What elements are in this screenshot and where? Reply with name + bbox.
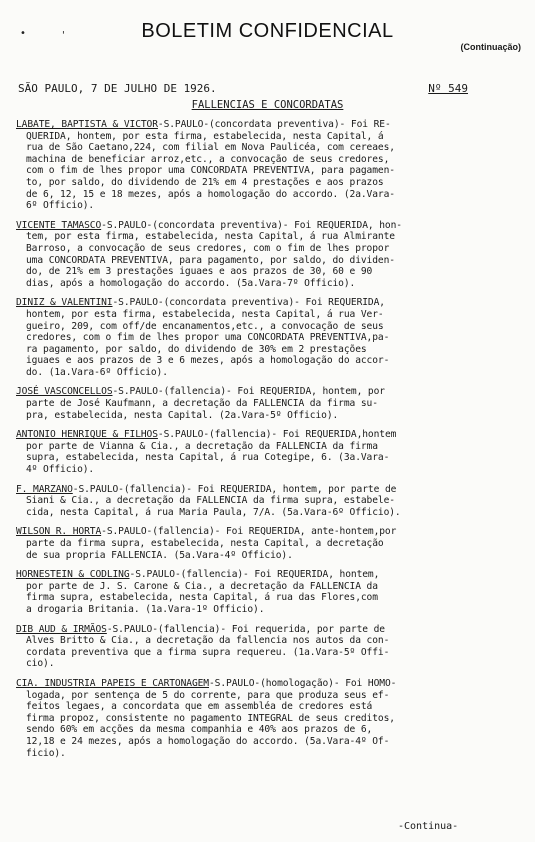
continues-label: -Continua- bbox=[398, 821, 459, 832]
entry-line: dias, após a homologação do accordo. (5a.Vara-7º Officio). bbox=[26, 277, 356, 289]
firm-name: JOSÉ VASCONCELLOS bbox=[16, 386, 113, 398]
entries-list bbox=[16, 119, 528, 767]
entry-line: Siani & Cia., a decretação da FALLENCIA da firma supra, estabele- bbox=[26, 495, 395, 507]
entry-line: Barroso, a convocação de seus credores, com o fim de lhes propor bbox=[26, 242, 390, 254]
firm-name: WILSON R. HORTA bbox=[16, 526, 102, 538]
entry-first-line bbox=[16, 678, 528, 690]
entry-line: 4º Officio). bbox=[26, 464, 95, 476]
entry-line: ra pagamento, por saldo, do dividendo de 30% em 2 prestações bbox=[26, 343, 367, 355]
entry-line: cordata preventiva que a firma supra requereu. (1a.Vara-5º Offi- bbox=[26, 646, 390, 658]
entry-line: pra, estabelecida, nesta Capital. (2a.Vara-5º Officio). bbox=[26, 409, 339, 421]
entry-line: firma supra, estabelecida, nesta Capital, á rua das Flores,com bbox=[26, 592, 378, 604]
entry-first-line bbox=[16, 297, 528, 309]
entry-text: -S.PAULO-(fallencia)- Foi requerida, por parte de bbox=[106, 623, 385, 635]
entry-line: por parte de Vianna & Cia., a decretação da FALLENCIA da firma bbox=[26, 440, 378, 452]
firm-name: F. MARZANO bbox=[16, 483, 73, 495]
firm-name: VICENTE TAMASCO bbox=[16, 219, 102, 231]
entry-line: cio). bbox=[26, 658, 55, 670]
entry-first-line bbox=[16, 624, 528, 636]
entry-line: 12,18 e 24 mezes, após a homologação do accordo. (5a.Vara-4º Of- bbox=[26, 735, 390, 747]
ink-dot-mark: ' bbox=[62, 30, 65, 41]
entry-line: hontem, por esta firma, estabelecida, nesta Capital, á rua Ver- bbox=[26, 308, 384, 320]
entry-line: rua de São Caetano,224, com filial em Nova Paulicéa, com cereaes, bbox=[26, 142, 395, 154]
entry-first-line bbox=[16, 386, 528, 398]
entry-line: ficio). bbox=[26, 747, 66, 759]
entry-line: 6º Officio). bbox=[26, 200, 95, 212]
entry-line: cida, nesta Capital, á rua Maria Paula, 7/A. (5a.Vara-6º Officio). bbox=[26, 506, 401, 518]
notice-entry bbox=[16, 429, 528, 475]
entry-line: supra, estabelecida, nesta Capital, á rua Cotegipe, 6. (3a.Vara- bbox=[26, 452, 390, 464]
entry-line: Alves Britto & Cia., a decretação da fallencia nos autos da con- bbox=[26, 635, 390, 647]
section-title: FALLENCIAS E CONCORDATAS bbox=[191, 99, 344, 111]
entry-text: -S.PAULO-(fallencia)- Foi REQUERIDA, hontem, bbox=[129, 569, 380, 581]
notice-entry bbox=[16, 220, 528, 290]
entry-first-line bbox=[16, 220, 528, 232]
entry-line: do, de 21% em 3 prestações iguaes e aos prazos de 30, 60 e 90 bbox=[26, 266, 373, 278]
entry-line: feitos legaes, a concordata que em assembléa de credores está bbox=[26, 701, 373, 713]
firm-name: LABATE, BAPTISTA & VICTOR bbox=[16, 119, 158, 130]
notice-entry bbox=[16, 526, 528, 561]
entry-first-line bbox=[16, 526, 528, 538]
entry-first-line bbox=[16, 569, 528, 581]
entry-line: firma propoz, consistente no pagamento INTEGRAL de seus creditos, bbox=[26, 712, 395, 724]
entry-first-line bbox=[16, 119, 528, 131]
entry-line: parte de José Kaufmann, a decretação da FALLENCIA da firma su- bbox=[26, 398, 378, 410]
notice-entry bbox=[16, 624, 528, 670]
entry-line: a drogaria Britania. (1a.Vara-1º Officio). bbox=[26, 603, 265, 615]
firm-name: DINIZ & VALENTINI bbox=[16, 297, 113, 309]
section-heading bbox=[0, 99, 535, 111]
entry-line: parte da firma supra, estabelecida, nesta Capital, a decretação bbox=[26, 538, 384, 549]
entry-line: iguaes e aos prazos de 3 e 6 mezes, após a homologação do accor- bbox=[26, 355, 390, 367]
notice-entry bbox=[16, 297, 528, 378]
continuation-label: (Continuação) bbox=[460, 42, 521, 52]
notice-entry bbox=[16, 386, 528, 421]
entry-text: -S.PAULO-(fallencia)- Foi REQUERIDA, hontem, por bbox=[112, 386, 385, 398]
notice-entry bbox=[16, 569, 528, 615]
entry-line: logada, por sentença de 5 do corrente, para que produza seus ef- bbox=[26, 689, 390, 701]
firm-name: DIB AUD & IRMÃOS bbox=[16, 623, 107, 635]
entry-text: -S.PAULO-(fallencia)- Foi REQUERIDA, hontem, por parte de bbox=[72, 483, 397, 495]
notice-entry bbox=[16, 678, 528, 759]
firm-name: CIA. INDUSTRIA PAPEIS E CARTONAGEM bbox=[16, 677, 209, 689]
notice-entry bbox=[16, 119, 528, 212]
entry-line: machina de beneficiar arroz,etc., a convocação de seus credores, bbox=[26, 153, 390, 165]
entry-text: -S.PAULO-(concordata preventiva)- Foi RE- bbox=[157, 119, 391, 130]
entry-first-line bbox=[16, 429, 528, 441]
entry-line: de sua propria FALLENCIA. (5a.Vara-4º Officio). bbox=[26, 549, 293, 561]
bulletin-date: SÃO PAULO, 7 DE JULHO DE 1926. bbox=[18, 82, 217, 95]
entry-line: tem, por esta firma, estabelecida, nesta Capital, á rua Almirante bbox=[26, 231, 395, 243]
entry-line: sendo 60% em acções da mesma companhia e 40% aos prazos de 6, bbox=[26, 724, 373, 736]
notice-entry bbox=[16, 484, 528, 519]
date-line bbox=[18, 82, 528, 96]
entry-line: gueiro, 209, com off/de encanamentos,etc., a convocação de seus bbox=[26, 320, 384, 332]
entry-line: de 6, 12, 15 e 18 mezes, após a homologação do accordo. (2a.Vara- bbox=[26, 188, 395, 200]
firm-name: HORNESTEIN & CODLING bbox=[16, 569, 130, 581]
entry-first-line bbox=[16, 484, 528, 496]
entry-line: uma CONCORDATA PREVENTIVA, para pagamento, por saldo, do dividen- bbox=[26, 254, 395, 266]
entry-text: -S.PAULO-(fallencia)- Foi REQUERIDA, ante-hontem,por bbox=[101, 526, 397, 538]
entry-line: do. (1a.Vara-6º Officio). bbox=[26, 366, 168, 378]
entry-text: -S.PAULO-(concordata preventiva)- Foi REQUERIDA, bbox=[112, 297, 385, 309]
bulletin-number: Nº 549 bbox=[428, 82, 468, 95]
entry-text: -S.PAULO-(fallencia)- Foi REQUERIDA,hontem bbox=[157, 429, 397, 441]
firm-name: ANTONIO HENRIQUE & FILHOS bbox=[16, 429, 158, 441]
entry-line: credores, com o fim de lhes propor uma CONCORDATA PREVENTIVA,pa- bbox=[26, 332, 390, 344]
entry-line: por parte de J. S. Carone & Cia., a decretação da FALLENCIA da bbox=[26, 580, 378, 592]
entry-line: QUERIDA, hontem, por esta firma, estabelecida, nesta Capital, á bbox=[26, 130, 384, 142]
entry-line: to, por saldo, do dividendo de 21% em 4 prestações e aos prazos bbox=[26, 176, 384, 188]
bulletin-title: BOLETIM CONFIDENCIAL bbox=[141, 20, 394, 42]
ink-dot-mark: • bbox=[20, 28, 26, 39]
entry-line: com o fim de lhes propor uma CONCORDATA PREVENTIVA, para pagamen- bbox=[26, 165, 395, 177]
entry-text: -S.PAULO-(concordata preventiva)- Foi REQUERIDA, hon- bbox=[101, 219, 402, 231]
entry-text: -S.PAULO-(homologação)- Foi HOMO- bbox=[208, 677, 397, 689]
